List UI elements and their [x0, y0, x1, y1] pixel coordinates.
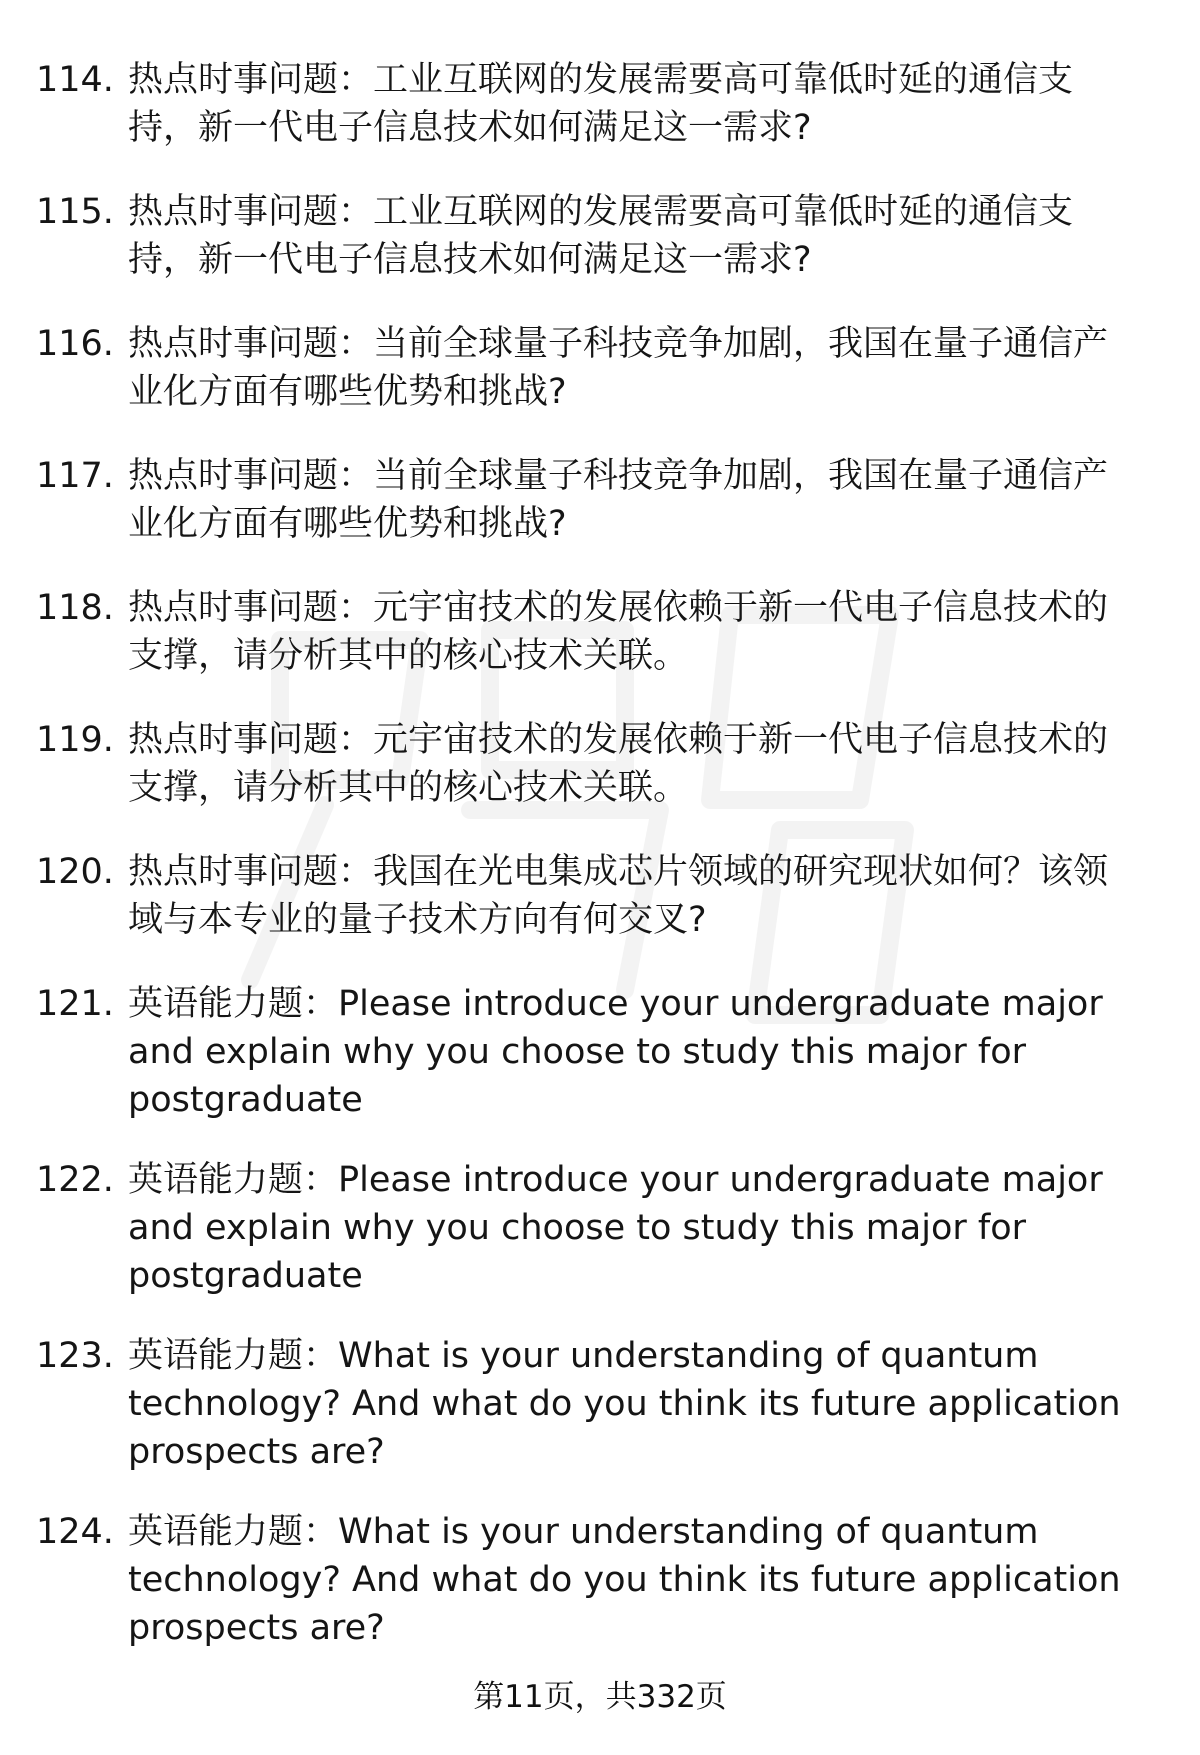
question-number: 116.	[36, 324, 114, 364]
question-item	[36, 584, 1156, 680]
question-text: 热点时事问题：我国在光电集成芯片领域的研究现状如何？该领域与本专业的量子技术方向有何交叉?	[128, 852, 1109, 940]
question-number: 115.	[36, 192, 114, 232]
question-number: 119.	[36, 720, 114, 760]
question-item	[36, 980, 1156, 1124]
question-item	[36, 1156, 1156, 1300]
question-text: 热点时事问题：当前全球量子科技竞争加剧，我国在量子通信产业化方面有哪些优势和挑战?	[128, 324, 1109, 412]
question-text: 英语能力题：What is your understanding of quantum technology? And what do you think its future application prospects are?	[128, 1512, 1121, 1648]
question-text: 热点时事问题：元宇宙技术的发展依赖于新一代电子信息技术的支撑，请分析其中的核心技术关联。	[128, 720, 1109, 808]
page-footer: 第11页，共332页	[473, 1679, 727, 1715]
question-number: 114.	[36, 60, 114, 100]
question-list	[36, 56, 1156, 1652]
question-item	[36, 1508, 1156, 1652]
question-item	[36, 188, 1156, 284]
question-number: 117.	[36, 456, 114, 496]
question-number: 121.	[36, 984, 114, 1024]
question-number: 124.	[36, 1512, 114, 1552]
question-item	[36, 56, 1156, 152]
question-item	[36, 1332, 1156, 1476]
question-number: 118.	[36, 588, 114, 628]
question-number: 122.	[36, 1160, 114, 1200]
question-item	[36, 320, 1156, 416]
question-text: 英语能力题：Please introduce your undergraduate major and explain why you choose to study this major for postgraduate	[128, 1160, 1103, 1296]
question-text: 英语能力题：Please introduce your undergraduate major and explain why you choose to study this major for postgraduate	[128, 984, 1103, 1120]
question-text: 热点时事问题：工业互联网的发展需要高可靠低时延的通信支持，新一代电子信息技术如何满足这一需求?	[128, 192, 1074, 280]
question-text: 热点时事问题：当前全球量子科技竞争加剧，我国在量子通信产业化方面有哪些优势和挑战?	[128, 456, 1109, 544]
question-number: 123.	[36, 1336, 114, 1376]
question-number: 120.	[36, 852, 114, 892]
question-text: 热点时事问题：工业互联网的发展需要高可靠低时延的通信支持，新一代电子信息技术如何满足这一需求?	[128, 60, 1074, 148]
question-item	[36, 848, 1156, 944]
question-text: 英语能力题：What is your understanding of quantum technology? And what do you think its future application prospects are?	[128, 1336, 1121, 1472]
question-item	[36, 716, 1156, 812]
question-text: 热点时事问题：元宇宙技术的发展依赖于新一代电子信息技术的支撑，请分析其中的核心技术关联。	[128, 588, 1109, 676]
question-item	[36, 452, 1156, 548]
